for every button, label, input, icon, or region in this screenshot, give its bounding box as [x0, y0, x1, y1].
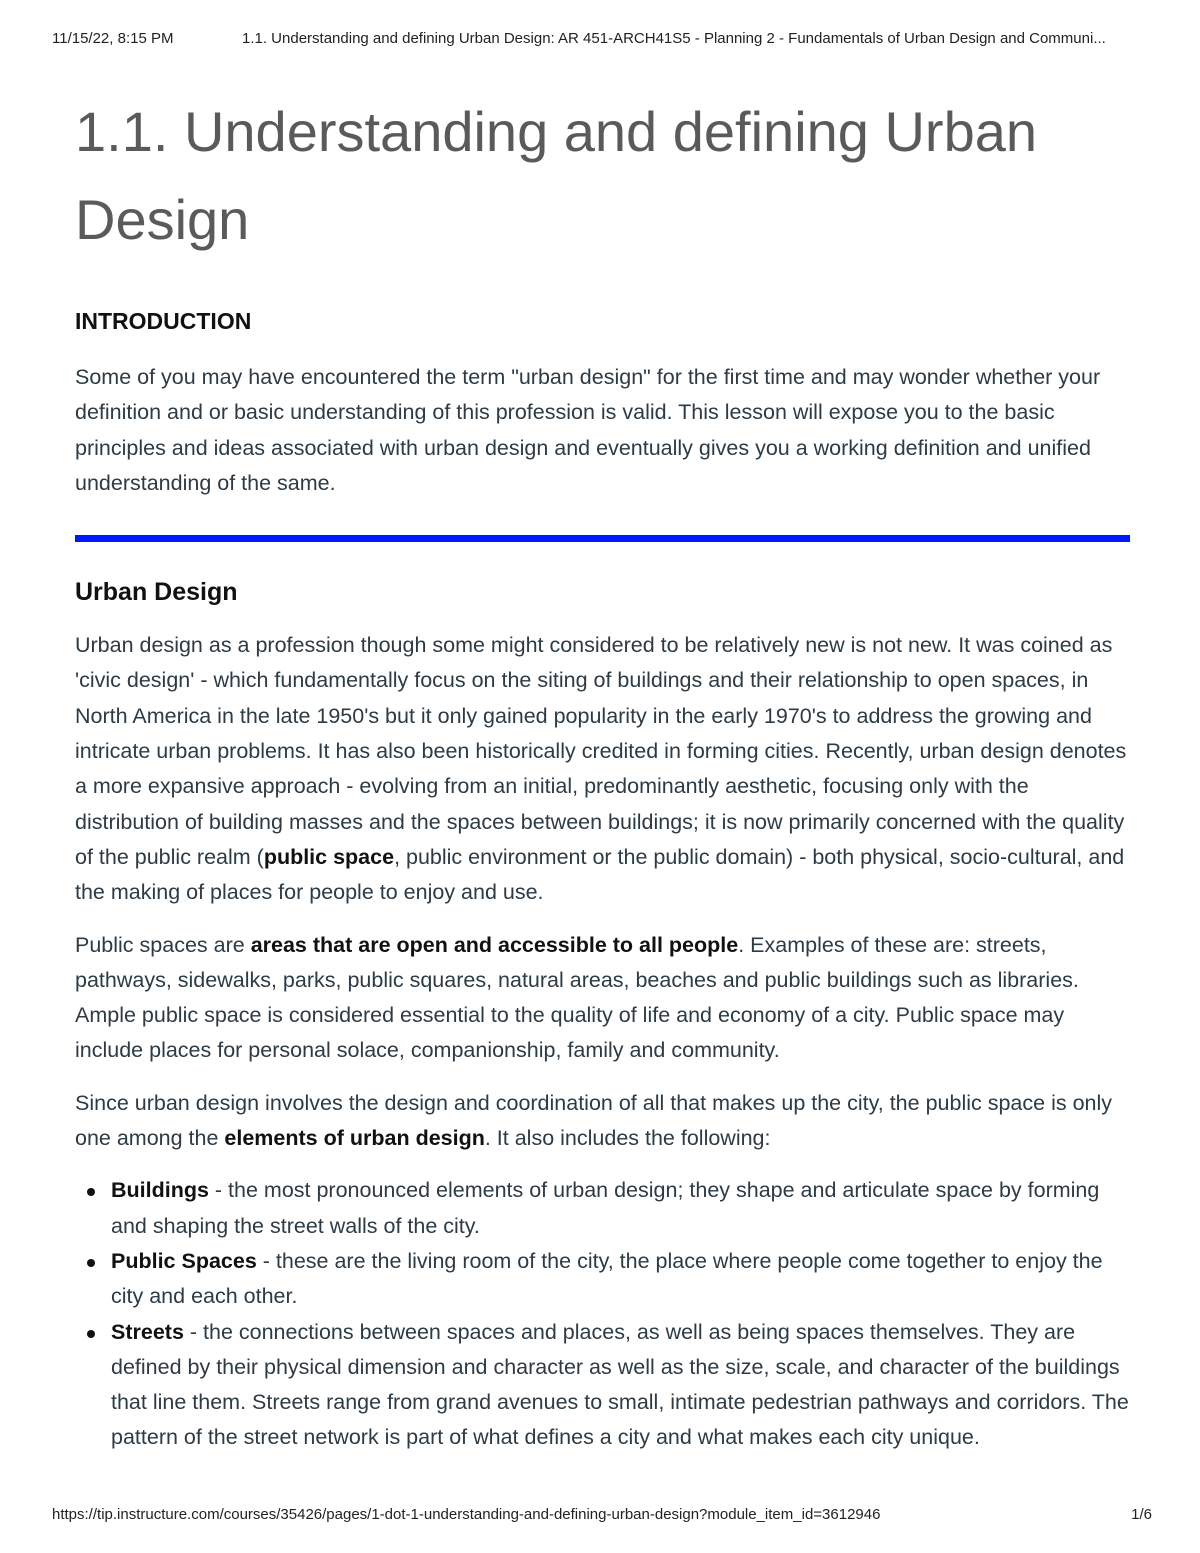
p3-bold-term: elements of urban design — [224, 1126, 485, 1151]
elements-list — [75, 1173, 1130, 1455]
list-item-desc: - the most pronounced elements of urban design; they shape and articulate space by forming and shaping the street walls of the city. — [111, 1178, 1100, 1238]
p3-text-before: Since urban design involves the design and coordination of all that makes up the city, the public space is only one among the — [75, 1090, 1113, 1151]
bullet-icon — [87, 1188, 95, 1196]
print-url: https://tip.instructure.com/courses/35426/pages/1-dot-1-understanding-and-defining-urban-design?module_item_id=3612946 — [52, 1506, 881, 1523]
list-item-buildings — [111, 1173, 1130, 1244]
elements-intro-paragraph — [75, 1086, 1130, 1157]
p2-text-after: . Examples of these are: streets, pathways, sidewalks, parks, public squares, natural areas, beaches and public buildings such as libraries. Ample public space is considered essential to the quality of life and economy of a city. Public space may include places for personal solace, companionship, family and community. — [75, 932, 1079, 1063]
p1-text-before: Urban design as a profession though some might considered to be relatively new is not new. It was coined as 'civic design' - which fundamentally focus on the siting of buildings and their relationship to open spaces, in North America in the late 1950's but it only gained popularity in the early 1970's to address the growing and intricate urban problems. It has also been historically credited in forming cities. Recently, urban design denotes a more expansive approach - evolving from an initial, predominantly aesthetic, focusing only with the distribution of building masses and the spaces between buildings; it is now primarily concerned with the quality of the public realm ( — [75, 633, 1127, 869]
list-item-public-spaces — [111, 1244, 1130, 1315]
bullet-icon — [87, 1330, 95, 1338]
section-divider — [75, 535, 1130, 542]
list-item-desc: - these are the living room of the city, the place where people come together to enjoy the city and each other. — [111, 1248, 1103, 1309]
public-spaces-paragraph — [75, 928, 1130, 1069]
introduction-heading: INTRODUCTION — [75, 308, 252, 334]
list-item-term: Streets — [111, 1319, 184, 1344]
list-item-desc: - the connections between spaces and places, as well as being spaces themselves. They are defined by their physical dimension and character as well as the size, scale, and character of the buildings that line them. Streets range from grand avenues to small, intimate pedestrian pathways and corridors. The pattern of the street network is part of what defines a city and what makes each city unique. — [111, 1319, 1129, 1450]
urban-design-heading: Urban Design — [75, 578, 238, 607]
print-datetime: 11/15/22, 8:15 PM — [52, 30, 174, 47]
print-page-number: 1/6 — [1131, 1506, 1152, 1523]
bullet-icon — [87, 1259, 95, 1267]
p2-bold-term: areas that are open and accessible to all people — [250, 932, 739, 957]
p3-text-after: . It also includes the following: — [484, 1126, 771, 1151]
print-doc-title: 1.1. Understanding and defining Urban Design: AR 451-ARCH41S5 - Planning 2 - Fundamentals of Urban Design and Communi... — [242, 30, 1106, 47]
introduction-paragraph: Some of you may have encountered the term "urban design" for the first time and may wonder whether your definition and or basic understanding of this profession is valid. This lesson will expose you to the basic principles and ideas associated with urban design and eventually gives you a working definition and unified understanding of the same. — [75, 365, 1101, 495]
urban-design-paragraph-1 — [75, 628, 1130, 910]
list-item-term: Buildings — [111, 1178, 209, 1203]
page-title: 1.1. Understanding and defining Urban Design — [75, 100, 1038, 251]
list-item-term: Public Spaces — [111, 1248, 257, 1273]
list-item-streets — [111, 1315, 1130, 1456]
p1-text-after: , public environment or the public domain) - both physical, socio-cultural, and the making of places for people to enjoy and use. — [75, 844, 1125, 905]
p2-text-before: Public spaces are — [75, 932, 251, 957]
page-content — [75, 88, 1130, 1456]
p1-bold-term: public space — [263, 844, 395, 869]
